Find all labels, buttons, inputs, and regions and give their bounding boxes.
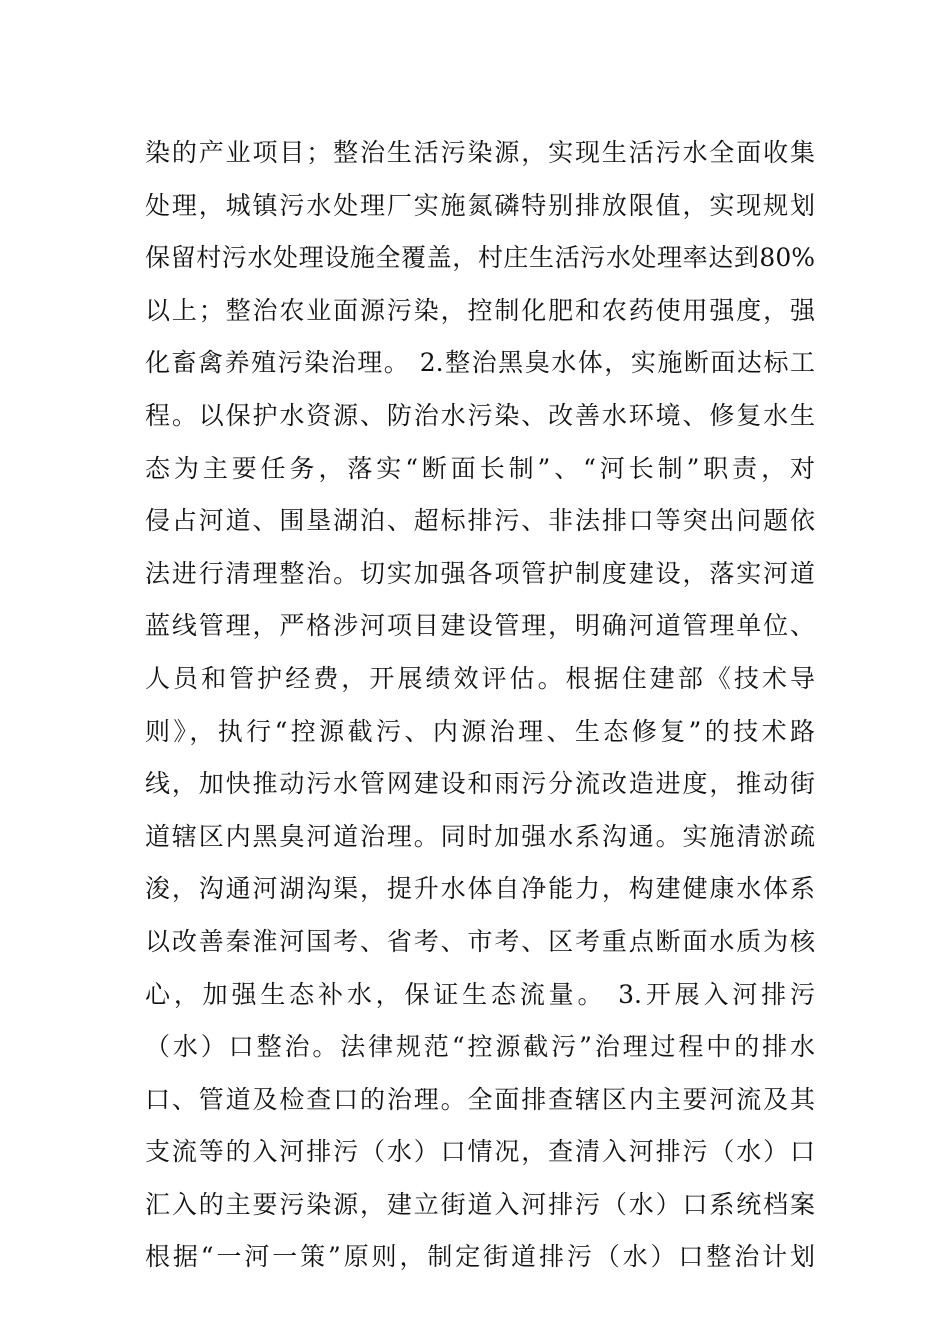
text-line: 态为主要任务，落实“断面长制”、“河长制”职责，对	[145, 453, 815, 483]
text-line: 化畜禽养殖污染治理。 2.整治黑臭水体，实施断面达标工	[145, 348, 815, 378]
text-line: 支流等的入河排污（水）口情况，查清入河排污（水）口	[145, 1137, 815, 1167]
text-line: 心，加强生态补水，保证生态流量。 3.开展入河排污	[145, 979, 815, 1009]
text-line: 处理，城镇污水处理厂实施氮磷特别排放限值，实现规划	[145, 190, 815, 220]
text-line: 口、管道及检查口的治理。全面排查辖区内主要河流及其	[145, 1084, 815, 1114]
text-line: 保留村污水处理设施全覆盖，村庄生活污水处理率达到80%	[145, 243, 815, 273]
text-line: 则》，执行“控源截污、内源治理、生态修复”的技术路	[145, 716, 815, 746]
text-line: （水）口整治。法律规范“控源截污”治理过程中的排水	[145, 1032, 815, 1062]
text-line: 染的产业项目；整治生活污染源，实现生活污水全面收集	[145, 138, 815, 167]
text-line: 浚，沟通河湖沟渠，提升水体自净能力，构建健康水体系	[145, 874, 815, 904]
text-line: 程。以保护水资源、防治水污染、改善水环境、修复水生	[145, 400, 815, 430]
text-line: 以上；整治农业面源污染，控制化肥和农药使用强度，强	[145, 295, 815, 325]
text-line: 人员和管护经费，开展绩效评估。根据住建部《技术导	[145, 663, 815, 693]
text-line: 侵占河道、围垦湖泊、超标排污、非法排口等突出问题依	[145, 506, 815, 536]
text-line: 以改善秦淮河国考、省考、市考、区考重点断面水质为核	[145, 926, 815, 956]
text-line: 蓝线管理，严格涉河项目建设管理，明确河道管理单位、	[145, 611, 815, 641]
text-line: 道辖区内黑臭河道治理。同时加强水系沟通。实施清淤疏	[145, 821, 815, 851]
text-line: 法进行清理整治。切实加强各项管护制度建设，落实河道	[145, 558, 815, 588]
text-line: 汇入的主要污染源，建立街道入河排污（水）口系统档案	[145, 1189, 815, 1219]
text-line: 线，加快推动污水管网建设和雨污分流改造进度，推动街	[145, 769, 815, 799]
text-line: 根据“一河一策”原则，制定街道排污（水）口整治计划	[145, 1242, 815, 1272]
body-text	[145, 127, 815, 1284]
